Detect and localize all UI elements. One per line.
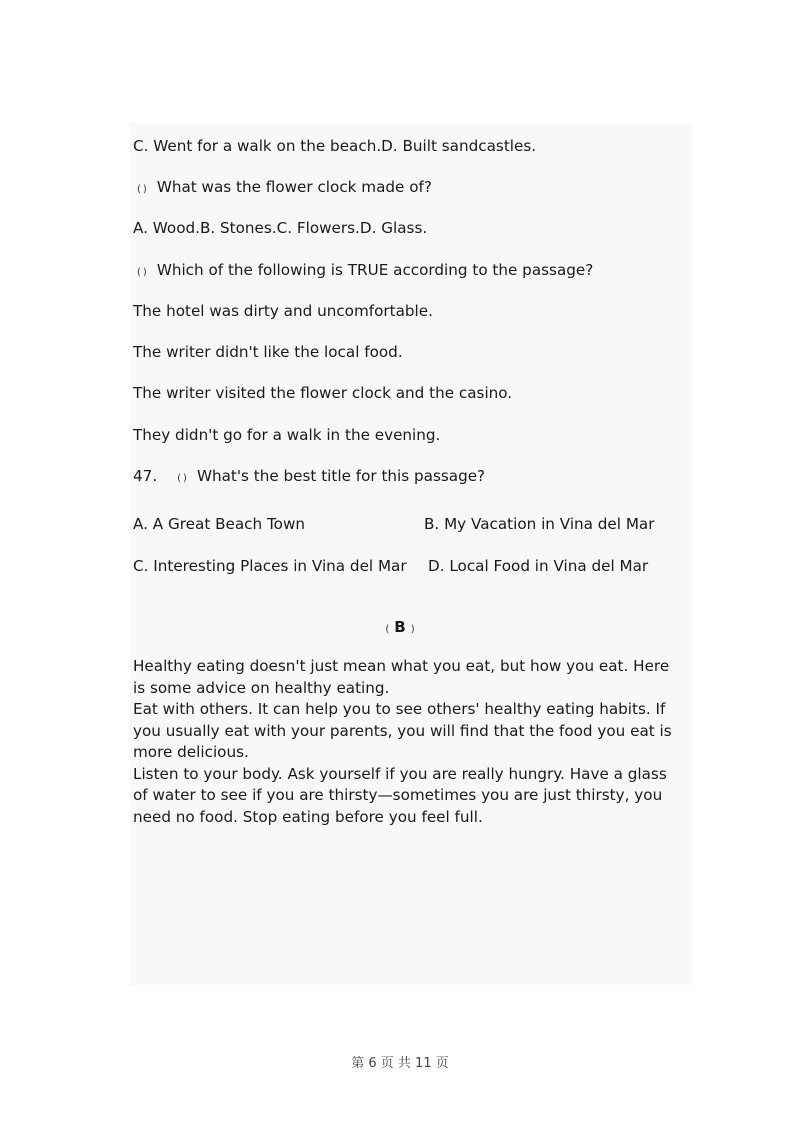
statement-walk: They didn't go for a walk in the evening. [133,426,441,444]
statement-hotel: The hotel was dirty and uncomfortable. [133,302,433,320]
passage-paragraph-3: Listen to your body. Ask yourself if you are really hungry. Have a glass of water to see if you are thirsty—sometimes you are just thirsty, you need no food. Stop eating before you feel full. [133,764,667,826]
section-label-b [0,617,800,640]
passage-paragraph-1: Healthy eating doesn't just mean what you eat, but how you eat. Here is some advice on healthy eating. [133,657,670,697]
question-flower-clock [133,177,432,200]
answer-blank: () [177,473,189,484]
passage-paragraph-2: Eat with others. It can help you to see others' healthy eating habits. If you usually eat with your parents, you will find that the food you eat is more delicious. [133,700,672,761]
content-panel [130,123,692,985]
page-footer: 第 6 页 共 11 页 [351,1056,449,1071]
statement-food: The writer didn't like the local food. [133,343,403,361]
question-number: 47. [133,467,158,485]
answer-blank: () [137,267,149,278]
question-true-statement [133,260,593,283]
option-b: B. My Vacation in Vina del Mar [424,515,655,533]
options-flower-clock: A. Wood.B. Stones.C. Flowers.D. Glass. [133,219,428,237]
section-letter: B [394,618,406,636]
option-d: D. Local Food in Vina del Mar [428,557,649,575]
option-c: C. Interesting Places in Vina del Mar [133,557,407,575]
question-text: What's the best title for this passage? [196,467,486,485]
question-text: What was the flower clock made of? [156,178,432,196]
section-close-paren: ) [410,624,415,635]
section-open-paren: ( [385,624,390,635]
option-line-c-d: C. Went for a walk on the beach.D. Built sandcastles. [133,137,537,155]
question-text: Which of the following is TRUE according to the passage? [156,261,594,279]
answer-blank: () [137,184,149,195]
passage-b [133,656,673,828]
option-a: A. A Great Beach Town [133,515,306,533]
question-47 [133,466,485,489]
statement-flower-clock: The writer visited the flower clock and the casino. [133,384,513,402]
